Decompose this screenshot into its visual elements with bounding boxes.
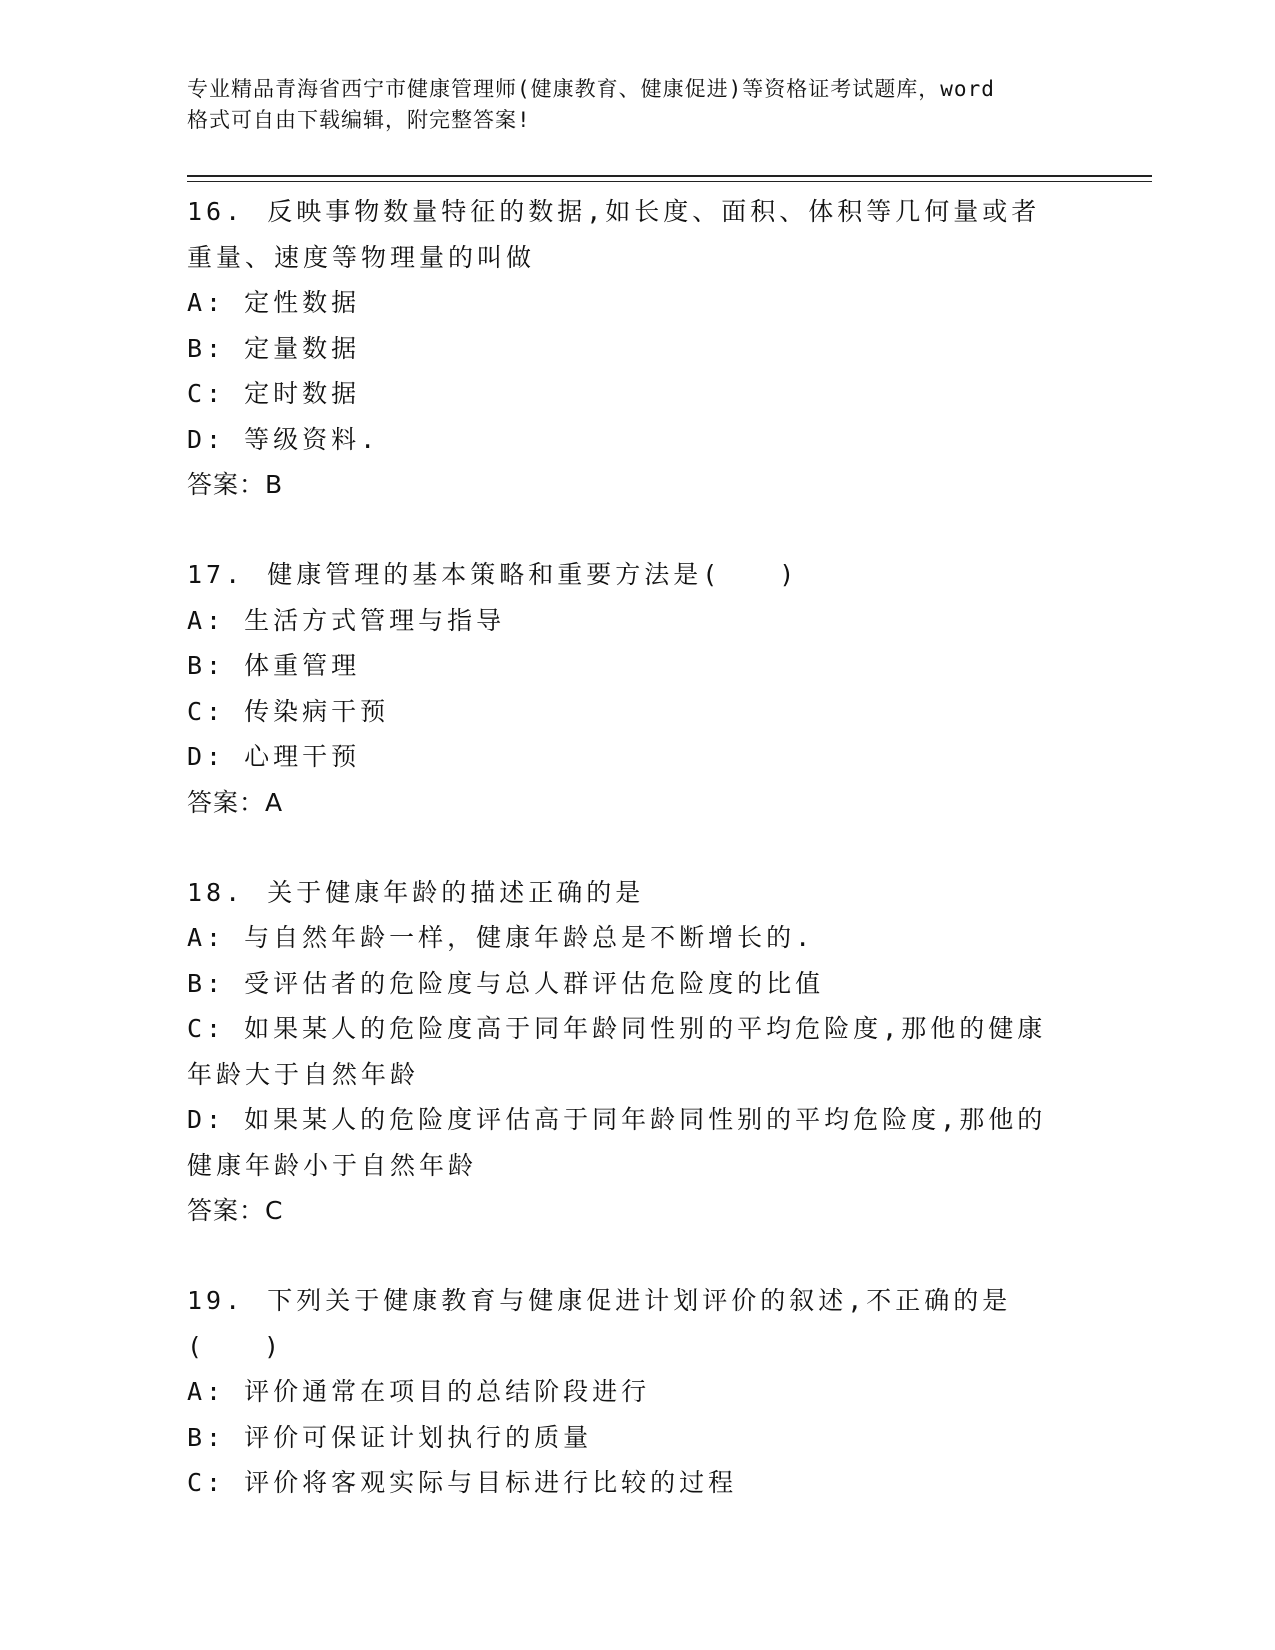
- option-d: D: 如果某人的危险度评估高于同年龄同性别的平均危险度,那他的健康年龄小于自然年龄: [187, 1105, 1047, 1180]
- option-c: C: 传染病干预: [187, 696, 390, 726]
- question-number: 19.: [187, 1286, 245, 1315]
- question-text: 反映事物数量特征的数据,如长度、面积、体积等几何量或者重量、速度等物理量的叫做: [187, 197, 1041, 272]
- question-number: 18.: [187, 877, 245, 907]
- option-a: A: 评价通常在项目的总结阶段进行: [187, 1377, 651, 1406]
- answer-line: 答案：A: [187, 787, 284, 817]
- answer-line: 答案：C: [187, 1196, 284, 1225]
- question-stem: [187, 552, 1067, 598]
- question-text: 下列关于健康教育与健康促进计划评价的叙述,不正确的是( ): [187, 1286, 1012, 1361]
- option-c: C: 定时数据: [187, 379, 361, 408]
- header-line-1: 专业精品青海省西宁市健康管理师(健康教育、健康促进)等资格证考试题库，word: [187, 77, 995, 101]
- option-a: A: 定性数据: [187, 288, 361, 317]
- option-d: D: 心理干预: [187, 742, 361, 771]
- option-b: B: 体重管理: [187, 651, 361, 680]
- header-divider-thin: [187, 181, 1152, 182]
- question-number: 16.: [187, 197, 245, 226]
- question-text: 关于健康年龄的描述正确的是: [267, 877, 645, 907]
- question-list: [187, 189, 1152, 1551]
- question-number: 17.: [187, 560, 245, 589]
- document-page: [187, 0, 1152, 1650]
- option-a: A: 与自然年龄一样，健康年龄总是不断增长的.: [187, 923, 815, 952]
- option-b: B: 受评估者的危险度与总人群评估危险度的比值: [187, 968, 825, 998]
- question-17: [187, 552, 1152, 825]
- header-line-2: 格式可自由下载编辑，附完整答案!: [187, 108, 531, 132]
- option-a: A: 生活方式管理与指导: [187, 605, 506, 635]
- question-text: 健康管理的基本策略和重要方法是( ): [267, 560, 799, 589]
- question-stem: [187, 1278, 1067, 1369]
- option-b: B: 定量数据: [187, 333, 361, 363]
- question-stem: [187, 870, 1067, 916]
- question-19: [187, 1278, 1152, 1506]
- question-18: [187, 870, 1152, 1234]
- question-stem: [187, 189, 1067, 280]
- option-c: C: 评价将客观实际与目标进行比较的过程: [187, 1468, 738, 1497]
- option-b: B: 评价可保证计划执行的质量: [187, 1422, 593, 1452]
- document-header: [187, 74, 1087, 136]
- answer-line: 答案：B: [187, 470, 284, 499]
- option-d: D: 等级资料.: [187, 424, 380, 454]
- option-c: C: 如果某人的危险度高于同年龄同性别的平均危险度,那他的健康年龄大于自然年龄: [187, 1014, 1047, 1089]
- header-divider-thick: [187, 175, 1152, 177]
- question-16: [187, 189, 1152, 507]
